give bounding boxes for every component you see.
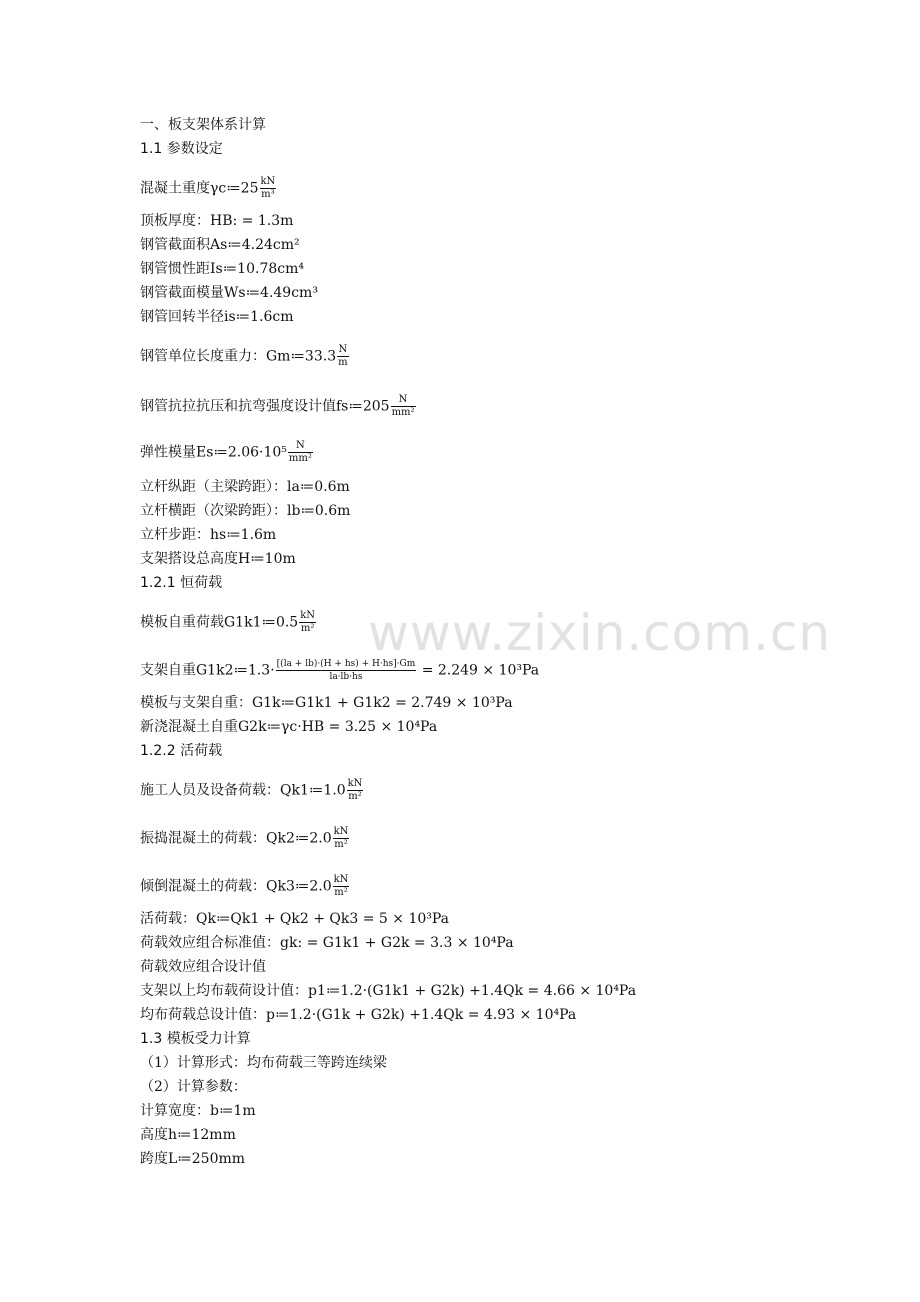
formula-line: 立杆纵距（主梁跨距）：la≔0.6m xyxy=(140,479,350,495)
fraction-denominator: la·lb·hs xyxy=(329,672,363,682)
subsection-title: 1.2.2 活荷载 xyxy=(140,743,223,759)
unit-fraction xyxy=(333,826,350,851)
fraction-denominator: m² xyxy=(334,839,348,850)
formula-line: 钢管截面积As≔4.24cm² xyxy=(140,237,300,253)
fraction-numerator: N xyxy=(391,394,416,407)
formula-text: 倾倒混凝土的荷载：Qk3≔2.0 xyxy=(140,878,332,895)
formula-line xyxy=(140,394,417,419)
formula-line: 模板与支架自重：G1k≔G1k1 + G1k2 = 2.749 × 10³Pa xyxy=(140,695,513,711)
fraction-numerator: kN xyxy=(260,176,276,187)
formula-line: 活荷载：Qk≔Qk1 + Qk2 + Qk3 = 5 × 10³Pa xyxy=(140,911,450,927)
formula-line: 顶板厚度：HB: = 1.3m xyxy=(140,213,294,229)
formula-line xyxy=(140,778,364,803)
formula-line xyxy=(140,658,539,683)
unit-fraction xyxy=(260,176,277,201)
fraction-numerator: kN xyxy=(333,874,349,885)
formula-line: 钢管惯性距Is≔10.78cm⁴ xyxy=(140,261,304,277)
formula-text: 振捣混凝土的荷载：Qk2≔2.0 xyxy=(140,830,332,847)
unit-fraction xyxy=(333,874,350,899)
formula-line: 钢管截面模量Ws≔4.49cm³ xyxy=(140,285,318,301)
unit-fraction xyxy=(299,610,316,635)
formula-line: 计算宽度：b≔1m xyxy=(140,1103,256,1119)
fraction-denominator: mm² xyxy=(288,453,312,464)
fraction-denominator: m² xyxy=(348,791,362,802)
unit-fraction xyxy=(288,440,313,465)
formula-text: 混凝土重度γc≔25 xyxy=(140,180,259,197)
formula-result: = 2.249 × 10³Pa xyxy=(417,662,540,679)
fraction-denominator: m² xyxy=(334,887,348,898)
formula-line: 均布荷载总设计值：p≔1.2·(G1k + G2k) +1.4Qk = 4.93 × 10⁴Pa xyxy=(140,1007,577,1023)
fraction-denominator: m xyxy=(338,357,348,368)
formula-fraction xyxy=(276,658,417,683)
formula-text: 支架自重G1k2≔1.3· xyxy=(140,662,275,679)
text-line: （2）计算参数： xyxy=(140,1079,247,1095)
formula-text: 弹性模量Es≔2.06·10⁵ xyxy=(140,444,287,461)
text-line: （1）计算形式：均布荷载三等跨连续梁 xyxy=(140,1055,387,1071)
fraction-numerator: [(la + lb)·(H + hs) + H·hs]·Gm xyxy=(276,659,416,669)
formula-line xyxy=(140,826,350,851)
formula-line xyxy=(140,874,350,899)
formula-line: 跨度L≔250mm xyxy=(140,1151,246,1167)
formula-line: 高度h≔12mm xyxy=(140,1127,236,1143)
formula-line: 支架以上均布载荷设计值：p1≔1.2·(G1k1 + G2k) +1.4Qk = 4.66 × 10⁴Pa xyxy=(140,983,637,999)
formula-text: 施工人员及设备荷载：Qk1≔1.0 xyxy=(140,782,346,799)
fraction-numerator: kN xyxy=(300,610,316,621)
formula-text: 钢管抗拉抗压和抗弯强度设计值fs≔205 xyxy=(140,398,390,415)
fraction-denominator: m² xyxy=(300,623,315,634)
subsection-title: 1.3 模板受力计算 xyxy=(140,1031,251,1047)
formula-line: 立杆步距：hs≔1.6m xyxy=(140,527,277,543)
formula-line xyxy=(140,344,350,369)
formula-text: 钢管单位长度重力：Gm≔33.3 xyxy=(140,348,337,365)
fraction-denominator: m³ xyxy=(261,189,275,200)
formula-line xyxy=(140,176,277,201)
formula-line xyxy=(140,440,314,465)
formula-line: 荷载效应组合设计值 xyxy=(140,959,266,975)
formula-line: 新浇混凝土自重G2k≔γc·HB = 3.25 × 10⁴Pa xyxy=(140,719,438,735)
fraction-denominator: mm² xyxy=(391,407,415,418)
fraction-numerator: N xyxy=(288,440,313,453)
section-title: 一、板支架体系计算 xyxy=(140,117,266,133)
fraction-numerator: kN xyxy=(333,826,349,837)
unit-fraction xyxy=(337,344,348,369)
subsection-title: 1.1 参数设定 xyxy=(140,141,223,157)
formula-line xyxy=(140,610,317,635)
fraction-numerator: kN xyxy=(347,778,363,789)
formula-line: 荷载效应组合标准值：gk: = G1k1 + G2k = 3.3 × 10⁴Pa xyxy=(140,935,514,951)
fraction-numerator: N xyxy=(338,344,348,355)
formula-text: 模板自重荷载G1k1≔0.5 xyxy=(140,614,299,631)
unit-fraction xyxy=(391,394,416,419)
watermark: www.zixin.com.cn xyxy=(368,604,832,662)
formula-line: 支架搭设总高度H≔10m xyxy=(140,551,296,567)
formula-line: 立杆横距（次梁跨距）：lb≔0.6m xyxy=(140,503,351,519)
subsection-title: 1.2.1 恒荷载 xyxy=(140,575,223,591)
formula-line: 钢管回转半径is≔1.6cm xyxy=(140,309,294,325)
unit-fraction xyxy=(347,778,364,803)
